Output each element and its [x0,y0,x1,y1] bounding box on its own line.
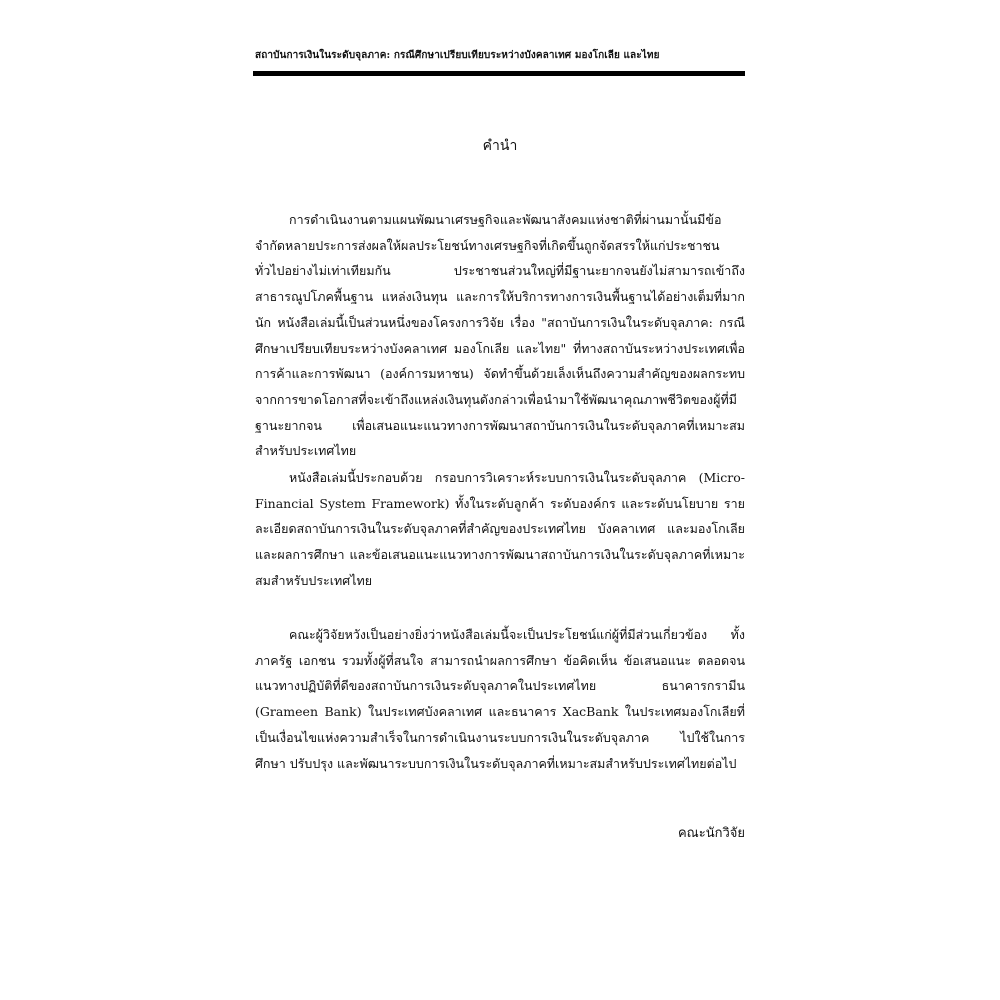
paragraph-2: หนังสือเล่มนี้ประกอบด้วย กรอบการวิเคราะห์ระบบการเงินในระดับจุลภาค (Micro-Financial System Framework) ทั้งในระดับลูกค้า ระดับองค์กร และระดับนโยบาย รายละเอียดสถาบันการเงินในระดับจุลภาคที่สำคัญของประเทศไทย บังคลาเทศ และมองโกเลีย และผลการศึกษา และข้อเสนอแนะแนวทางการพัฒนาสถาบันการเงินในระดับจุลภาคที่เหมาะสมสำหรับประเทศไทย [255,470,745,588]
paragraph-3-block [255,622,745,776]
paragraph-3: คณะผู้วิจัยหวังเป็นอย่างยิ่งว่าหนังสือเล่มนี้จะเป็นประโยชน์แก่ผู้ที่มีส่วนเกี่ยวข้อง ทั้งภาครัฐ เอกชน รวมทั้งผู้ที่สนใจ สามารถนำผลการศึกษา ข้อคิดเห็น ข้อเสนอแนะ ตลอดจนแนวทางปฏิบัติที่ดีของสถาบันการเงินระดับจุลภาคในประเทศไทย ธนาคารกรามีน (Grameen Bank) ในประเทศบังคลาเทศ และธนาคาร XacBank ในประเทศมองโกเลียที่เป็นเงื่อนไขแห่งความสำเร็จในการดำเนินงานระบบการเงินในระดับจุลภาค ไปใช้ในการศึกษา ปรับปรุง และพัฒนาระบบการเงินในระดับจุลภาคที่เหมาะสมสำหรับประเทศไทยต่อไป [255,627,745,771]
header-rule [253,71,745,76]
page-title: คำนำ [482,138,518,154]
paragraph-1: การดำเนินงานตามแผนพัฒนาเศรษฐกิจและพัฒนาสังคมแห่งชาติที่ผ่านมานั้นมีข้อจำกัดหลายประการส่งผลให้ผลประโยชน์ทางเศรษฐกิจที่เกิดขึ้นถูกจัดสรรให้แก่ประชาชนทั่วไปอย่างไม่เท่าเทียมกัน ประชาชนส่วนใหญ่ที่มีฐานะยากจนยังไม่สามารถเข้าถึงสาธารณูปโภคพื้นฐาน แหล่งเงินทุน และการให้บริการทางการเงินพื้นฐานได้อย่างเต็มที่มากนัก หนังสือเล่มนี้เป็นส่วนหนึ่งของโครงการวิจัย เรื่อง "สถาบันการเงินในระดับจุลภาค: กรณีศึกษาเปรียบเทียบระหว่างบังคลาเทศ มองโกเลีย และไทย" ที่ทางสถาบันระหว่างประเทศเพื่อการค้าและการพัฒนา (องค์การมหาชน) จัดทำขึ้นด้วยเล็งเห็นถึงความสำคัญของผลกระทบจากการขาดโอกาสที่จะเข้าถึงแหล่งเงินทุนดังกล่าวเพื่อนำมาใช้พัฒนาคุณภาพชีวิตของผู้ที่มีฐานะยากจน เพื่อเสนอแนะแนวทางการพัฒนาสถาบันการเงินในระดับจุลภาคที่เหมาะสมสำหรับประเทศไทย [255,212,745,459]
signature: คณะนักวิจัย [677,826,745,841]
running-header: สถาบันการเงินในระดับจุลภาค: กรณีศึกษาเปรียบเทียบระหว่างบังคลาเทศ มองโกเลีย และไทย [255,50,660,61]
paragraph-2-block [255,465,745,594]
paragraph-1-block [255,207,745,464]
